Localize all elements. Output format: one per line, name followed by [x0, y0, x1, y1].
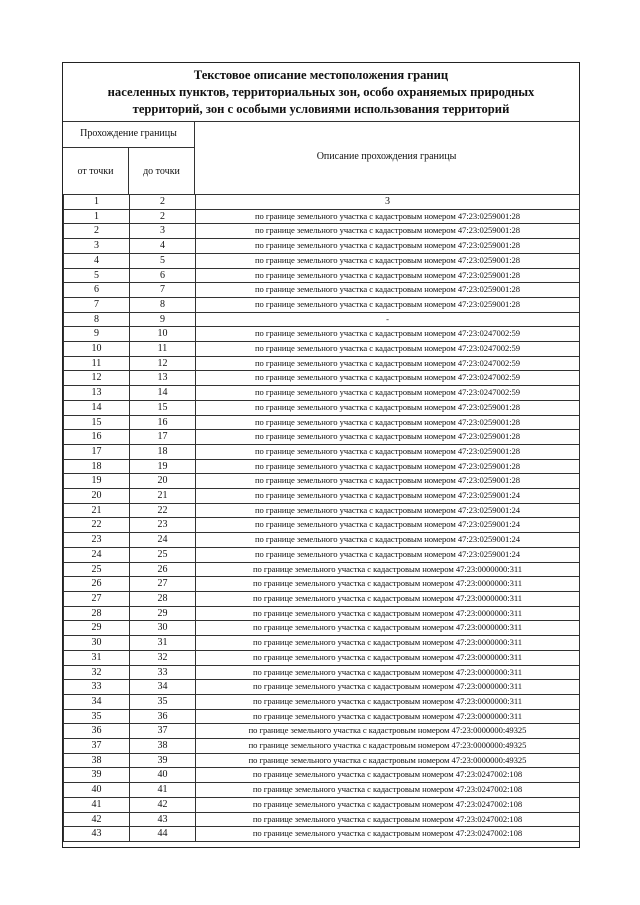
- description-cell: по границе земельного участка с кадастровым номером 47:23:0000000:311: [196, 680, 580, 695]
- table-row: [64, 636, 580, 651]
- to-point-cell: 22: [130, 503, 196, 518]
- from-point-cell: 30: [64, 636, 130, 651]
- table-row: [64, 253, 580, 268]
- header-passage: Прохождение границы: [80, 128, 177, 139]
- to-point-cell: 39: [130, 753, 196, 768]
- to-point-cell: 41: [130, 783, 196, 798]
- table-row: [64, 812, 580, 827]
- to-point-cell: 40: [130, 768, 196, 783]
- from-point-cell: 28: [64, 606, 130, 621]
- to-point-cell: 18: [130, 444, 196, 459]
- description-cell: по границе земельного участка с кадастровым номером 47:23:0247002:108: [196, 827, 580, 842]
- table-row: [64, 268, 580, 283]
- column-number-2: 2: [130, 195, 196, 210]
- title-line-2: населенных пунктов, территориальных зон, особо охраняемых природных: [107, 85, 535, 99]
- description-cell: по границе земельного участка с кадастровым номером 47:23:0000000:311: [196, 606, 580, 621]
- description-cell: по границе земельного участка с кадастровым номером 47:23:0000000:49325: [196, 739, 580, 754]
- to-point-cell: 4: [130, 239, 196, 254]
- table-row: [64, 562, 580, 577]
- to-point-cell: 34: [130, 680, 196, 695]
- from-point-cell: 21: [64, 503, 130, 518]
- description-cell: по границе земельного участка с кадастровым номером 47:23:0247002:108: [196, 797, 580, 812]
- header-to-point: до точки: [143, 166, 180, 177]
- from-point-cell: 14: [64, 400, 130, 415]
- to-point-cell: 25: [130, 547, 196, 562]
- to-point-cell: 28: [130, 591, 196, 606]
- table-row: [64, 768, 580, 783]
- from-point-cell: 31: [64, 650, 130, 665]
- to-point-cell: 36: [130, 709, 196, 724]
- from-point-cell: 6: [64, 283, 130, 298]
- description-cell: по границе земельного участка с кадастровым номером 47:23:0000000:311: [196, 591, 580, 606]
- to-point-cell: 35: [130, 694, 196, 709]
- to-point-cell: 20: [130, 474, 196, 489]
- document-title: [63, 67, 579, 118]
- table-row: [64, 224, 580, 239]
- from-point-cell: 27: [64, 591, 130, 606]
- to-point-cell: 2: [130, 209, 196, 224]
- table-row: [64, 356, 580, 371]
- from-point-cell: 25: [64, 562, 130, 577]
- to-point-cell: 26: [130, 562, 196, 577]
- description-cell: по границе земельного участка с кадастровым номером 47:23:0000000:311: [196, 636, 580, 651]
- table-row: [64, 430, 580, 445]
- from-point-cell: 29: [64, 621, 130, 636]
- description-cell: по границе земельного участка с кадастровым номером 47:23:0259001:28: [196, 297, 580, 312]
- from-point-cell: 16: [64, 430, 130, 445]
- table-row: [64, 694, 580, 709]
- description-cell: по границе земельного участка с кадастровым номером 47:23:0247002:108: [196, 812, 580, 827]
- description-cell: по границе земельного участка с кадастровым номером 47:23:0000000:311: [196, 694, 580, 709]
- from-point-cell: 11: [64, 356, 130, 371]
- description-cell: по границе земельного участка с кадастровым номером 47:23:0000000:311: [196, 562, 580, 577]
- title-bottom-rule: [63, 121, 579, 122]
- title-line-3: территорий, зон с особыми условиями использования территорий: [132, 102, 510, 116]
- from-point-cell: 33: [64, 680, 130, 695]
- from-point-cell: 35: [64, 709, 130, 724]
- table-row: [64, 753, 580, 768]
- description-cell: по границе земельного участка с кадастровым номером 47:23:0247002:59: [196, 327, 580, 342]
- to-point-cell: 27: [130, 577, 196, 592]
- from-point-cell: 41: [64, 797, 130, 812]
- from-point-cell: 24: [64, 547, 130, 562]
- table-row: [64, 650, 580, 665]
- description-cell: по границе земельного участка с кадастровым номером 47:23:0000000:311: [196, 650, 580, 665]
- description-cell: по границе земельного участка с кадастровым номером 47:23:0247002:59: [196, 342, 580, 357]
- description-cell: по границе земельного участка с кадастровым номером 47:23:0259001:24: [196, 489, 580, 504]
- table-row: [64, 827, 580, 842]
- to-point-cell: 23: [130, 518, 196, 533]
- table-row: [64, 209, 580, 224]
- table-row: [64, 459, 580, 474]
- from-point-cell: 37: [64, 739, 130, 754]
- to-point-cell: 3: [130, 224, 196, 239]
- to-point-cell: 7: [130, 283, 196, 298]
- to-point-cell: 9: [130, 312, 196, 327]
- to-point-cell: 30: [130, 621, 196, 636]
- table-row: [64, 474, 580, 489]
- to-point-cell: 21: [130, 489, 196, 504]
- table-row: [64, 518, 580, 533]
- to-point-cell: 38: [130, 739, 196, 754]
- from-point-cell: 20: [64, 489, 130, 504]
- to-point-cell: 14: [130, 386, 196, 401]
- from-point-cell: 4: [64, 253, 130, 268]
- table-row: [64, 444, 580, 459]
- description-cell: по границе земельного участка с кадастровым номером 47:23:0259001:24: [196, 533, 580, 548]
- to-point-cell: 37: [130, 724, 196, 739]
- from-point-cell: 26: [64, 577, 130, 592]
- description-cell: по границе земельного участка с кадастровым номером 47:23:0259001:28: [196, 209, 580, 224]
- description-cell: по границе земельного участка с кадастровым номером 47:23:0259001:28: [196, 474, 580, 489]
- to-point-cell: 8: [130, 297, 196, 312]
- description-cell: по границе земельного участка с кадастровым номером 47:23:0259001:28: [196, 268, 580, 283]
- description-cell: по границе земельного участка с кадастровым номером 47:23:0259001:28: [196, 283, 580, 298]
- description-cell: по границе земельного участка с кадастровым номером 47:23:0000000:49325: [196, 724, 580, 739]
- description-cell: по границе земельного участка с кадастровым номером 47:23:0000000:311: [196, 665, 580, 680]
- table-row: [64, 312, 580, 327]
- description-cell: по границе земельного участка с кадастровым номером 47:23:0247002:59: [196, 386, 580, 401]
- column-number-row: [64, 195, 580, 210]
- table-row: [64, 371, 580, 386]
- table-row: [64, 386, 580, 401]
- description-cell: по границе земельного участка с кадастровым номером 47:23:0259001:28: [196, 400, 580, 415]
- description-cell: по границе земельного участка с кадастровым номером 47:23:0000000:49325: [196, 753, 580, 768]
- table-row: [64, 724, 580, 739]
- to-point-cell: 12: [130, 356, 196, 371]
- from-point-cell: 12: [64, 371, 130, 386]
- description-cell: по границе земельного участка с кадастровым номером 47:23:0259001:28: [196, 430, 580, 445]
- from-point-cell: 18: [64, 459, 130, 474]
- table-row: [64, 621, 580, 636]
- header-description: Описание прохождения границы: [316, 151, 457, 162]
- table-row: [64, 503, 580, 518]
- from-point-cell: 10: [64, 342, 130, 357]
- column-number-1: 1: [64, 195, 130, 210]
- table-row: [64, 547, 580, 562]
- table-row: [64, 577, 580, 592]
- to-point-cell: 44: [130, 827, 196, 842]
- from-point-cell: 1: [64, 209, 130, 224]
- boundary-table: [63, 194, 580, 842]
- table-row: [64, 489, 580, 504]
- to-point-cell: 33: [130, 665, 196, 680]
- description-cell: по границе земельного участка с кадастровым номером 47:23:0259001:28: [196, 224, 580, 239]
- description-cell: по границе земельного участка с кадастровым номером 47:23:0247002:59: [196, 356, 580, 371]
- to-point-cell: 24: [130, 533, 196, 548]
- description-cell: по границе земельного участка с кадастровым номером 47:23:0247002:59: [196, 371, 580, 386]
- title-line-1: Текстовое описание местоположения границ: [193, 68, 449, 82]
- description-cell: по границе земельного участка с кадастровым номером 47:23:0259001:24: [196, 547, 580, 562]
- header-from-point: от точки: [77, 166, 114, 177]
- to-point-cell: 6: [130, 268, 196, 283]
- from-point-cell: 9: [64, 327, 130, 342]
- to-point-cell: 29: [130, 606, 196, 621]
- description-cell: по границе земельного участка с кадастровым номером 47:23:0259001:28: [196, 253, 580, 268]
- from-point-cell: 3: [64, 239, 130, 254]
- from-point-cell: 19: [64, 474, 130, 489]
- column-number-3: 3: [196, 195, 580, 210]
- description-cell: по границе земельного участка с кадастровым номером 47:23:0259001:28: [196, 459, 580, 474]
- table-row: [64, 709, 580, 724]
- description-cell: по границе земельного участка с кадастровым номером 47:23:0000000:311: [196, 577, 580, 592]
- table-row: [64, 606, 580, 621]
- table-row: [64, 297, 580, 312]
- document-frame: [62, 62, 580, 848]
- from-point-cell: 13: [64, 386, 130, 401]
- from-point-cell: 5: [64, 268, 130, 283]
- from-point-cell: 36: [64, 724, 130, 739]
- table-row: [64, 665, 580, 680]
- table-row: [64, 400, 580, 415]
- table-row: [64, 739, 580, 754]
- from-point-cell: 8: [64, 312, 130, 327]
- to-point-cell: 10: [130, 327, 196, 342]
- description-cell: по границе земельного участка с кадастровым номером 47:23:0259001:28: [196, 239, 580, 254]
- to-point-cell: 11: [130, 342, 196, 357]
- from-point-cell: 42: [64, 812, 130, 827]
- from-point-cell: 7: [64, 297, 130, 312]
- from-point-cell: 2: [64, 224, 130, 239]
- table-row: [64, 415, 580, 430]
- description-cell: -: [196, 312, 580, 327]
- from-point-cell: 38: [64, 753, 130, 768]
- to-point-cell: 43: [130, 812, 196, 827]
- table-row: [64, 591, 580, 606]
- description-cell: по границе земельного участка с кадастровым номером 47:23:0259001:28: [196, 444, 580, 459]
- from-point-cell: 34: [64, 694, 130, 709]
- description-cell: по границе земельного участка с кадастровым номером 47:23:0000000:311: [196, 709, 580, 724]
- description-cell: по границе земельного участка с кадастровым номером 47:23:0259001:24: [196, 518, 580, 533]
- from-point-cell: 40: [64, 783, 130, 798]
- from-point-cell: 23: [64, 533, 130, 548]
- from-point-cell: 15: [64, 415, 130, 430]
- to-point-cell: 15: [130, 400, 196, 415]
- to-point-cell: 31: [130, 636, 196, 651]
- to-point-cell: 16: [130, 415, 196, 430]
- table-row: [64, 797, 580, 812]
- table-row: [64, 342, 580, 357]
- to-point-cell: 19: [130, 459, 196, 474]
- description-cell: по границе земельного участка с кадастровым номером 47:23:0247002:108: [196, 783, 580, 798]
- description-cell: по границе земельного участка с кадастровым номером 47:23:0247002:108: [196, 768, 580, 783]
- from-point-cell: 17: [64, 444, 130, 459]
- to-point-cell: 42: [130, 797, 196, 812]
- from-point-cell: 32: [64, 665, 130, 680]
- description-cell: по границе земельного участка с кадастровым номером 47:23:0259001:28: [196, 415, 580, 430]
- from-point-cell: 39: [64, 768, 130, 783]
- description-cell: по границе земельного участка с кадастровым номером 47:23:0000000:311: [196, 621, 580, 636]
- description-cell: по границе земельного участка с кадастровым номером 47:23:0259001:24: [196, 503, 580, 518]
- from-point-cell: 43: [64, 827, 130, 842]
- to-point-cell: 5: [130, 253, 196, 268]
- from-point-cell: 22: [64, 518, 130, 533]
- table-row: [64, 283, 580, 298]
- to-point-cell: 13: [130, 371, 196, 386]
- table-row: [64, 783, 580, 798]
- to-point-cell: 17: [130, 430, 196, 445]
- table-row: [64, 533, 580, 548]
- to-point-cell: 32: [130, 650, 196, 665]
- table-row: [64, 239, 580, 254]
- table-row: [64, 327, 580, 342]
- table-row: [64, 680, 580, 695]
